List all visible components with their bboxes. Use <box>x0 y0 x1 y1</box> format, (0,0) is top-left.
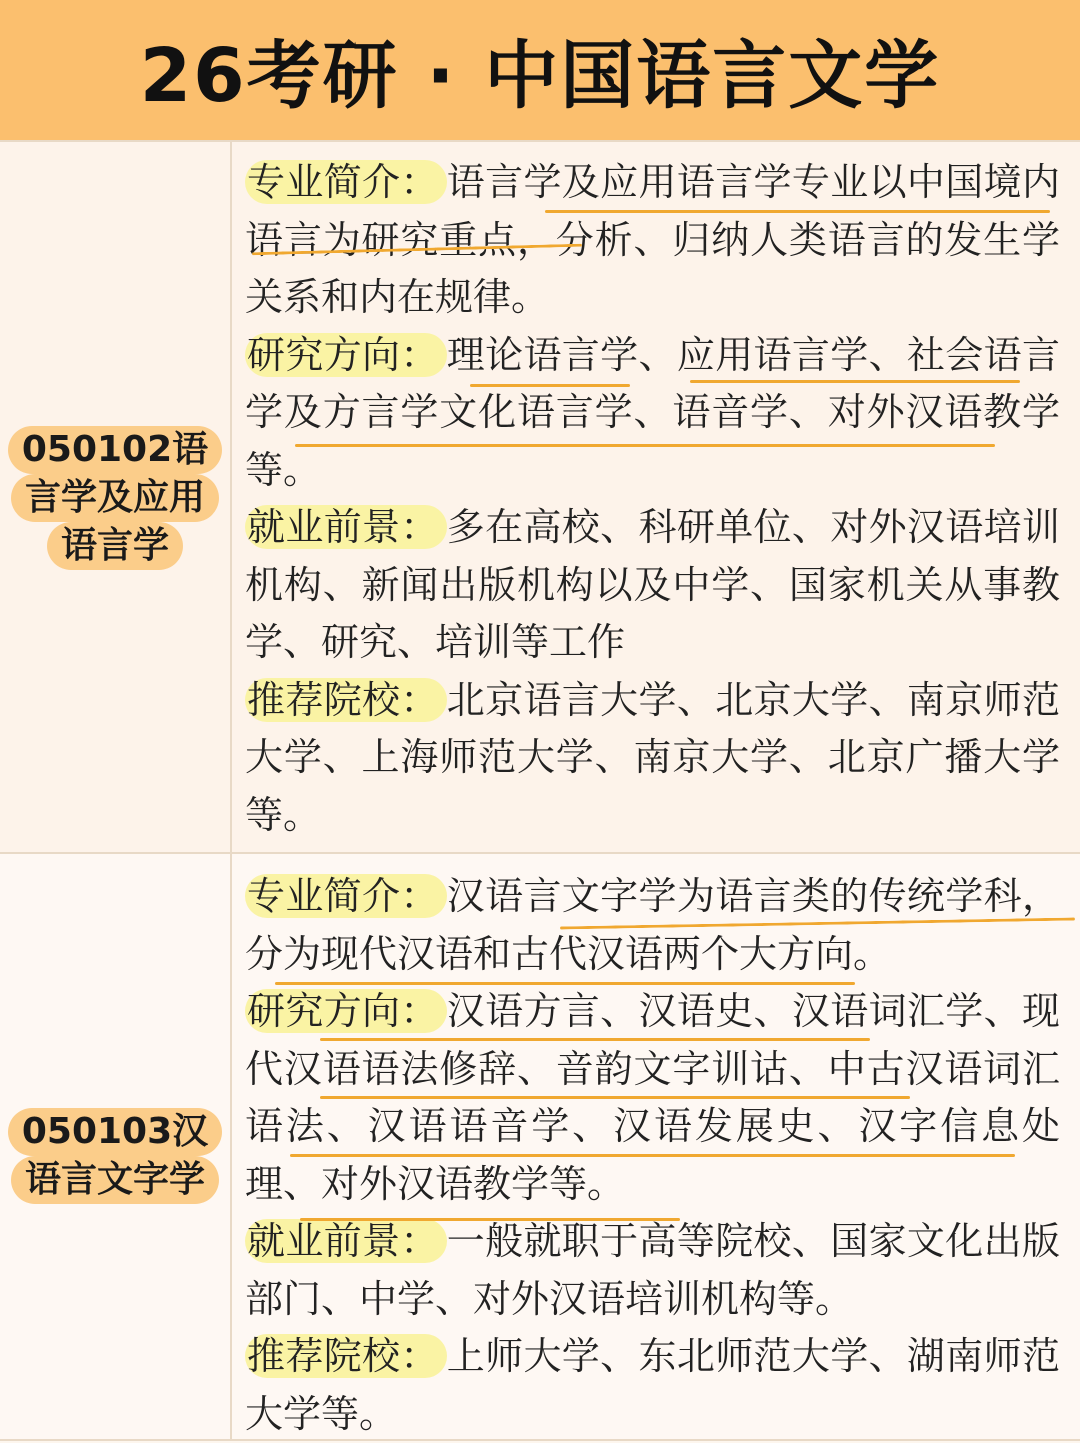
section-label: 专业简介： <box>245 874 447 918</box>
page-title: 26考研 · 中国语言文学 <box>139 33 941 119</box>
section-text: 语言学及应用语言学专业以中国境内语言为研究重点，分析、归纳人类语言的发生学关系和内在规律。 <box>245 160 1060 319</box>
underline-mark <box>320 1096 910 1099</box>
section-text: 多在高校、科研单位、对外汉语培训机构、新闻出版机构以及中学、国家机关从事教学、研究、培训等工作 <box>245 505 1060 664</box>
section-label: 研究方向： <box>245 333 447 377</box>
major-code-line: 050103汉 <box>8 1108 222 1156</box>
section-text: 汉语言文字学为语言类的传统学科，分为现代汉语和古代汉语两个大方向。 <box>245 874 1060 976</box>
section-text: 上师大学、东北师范大学、湖南师范大学等。 <box>245 1334 1060 1436</box>
underline-mark <box>545 210 1050 213</box>
major-row-050103 <box>0 854 1080 1441</box>
section-label: 专业简介： <box>245 160 447 204</box>
section-label: 就业前景： <box>245 1219 447 1263</box>
major-code-stack <box>0 426 230 570</box>
underline-mark <box>300 1218 680 1221</box>
section-text: 北京语言大学、北京大学、南京师范大学、上海师范大学、南京大学、北京广播大学等。 <box>245 677 1060 837</box>
section-intro <box>245 154 1060 327</box>
page-header <box>0 0 1080 142</box>
major-row-050102 <box>0 142 1080 854</box>
section-career <box>245 1213 1060 1328</box>
section-schools <box>245 1328 1060 1443</box>
section-label: 推荐院校： <box>245 678 447 722</box>
major-code-stack <box>0 1108 230 1204</box>
major-code-line: 言学及应用 <box>11 474 219 522</box>
section-text: 理论语言学、应用语言学、社会语言学及方言学文化语言学、语音学、对外汉语教学等。 <box>245 332 1060 492</box>
underline-mark <box>275 982 855 985</box>
underline-mark <box>690 380 1020 383</box>
underline-mark <box>470 384 630 387</box>
section-schools <box>245 672 1060 845</box>
underline-mark <box>295 444 995 447</box>
major-code-line: 050102语 <box>8 426 222 474</box>
section-label: 研究方向： <box>245 989 447 1033</box>
underline-mark <box>290 1154 1015 1157</box>
major-code-cell <box>0 854 232 1439</box>
major-description <box>245 154 1060 844</box>
major-code-cell <box>0 142 232 852</box>
section-label: 就业前景： <box>245 505 447 549</box>
major-code-line: 语言学 <box>47 522 183 570</box>
section-career <box>245 499 1060 672</box>
section-text: 汉语方言、汉语史、汉语词汇学、现代汉语语法修辞、音韵文字训诂、中古汉语词汇语法、汉语语音学、汉语发展史、汉字信息处理、对外汉语教学等。 <box>245 989 1060 1206</box>
section-text: 一般就职于高等院校、国家文化出版部门、中学、对外汉语培训机构等。 <box>245 1219 1060 1321</box>
section-label: 推荐院校： <box>245 1334 447 1378</box>
major-code-line: 语言文字学 <box>11 1156 219 1204</box>
underline-mark <box>320 1038 870 1041</box>
section-research <box>245 327 1060 500</box>
